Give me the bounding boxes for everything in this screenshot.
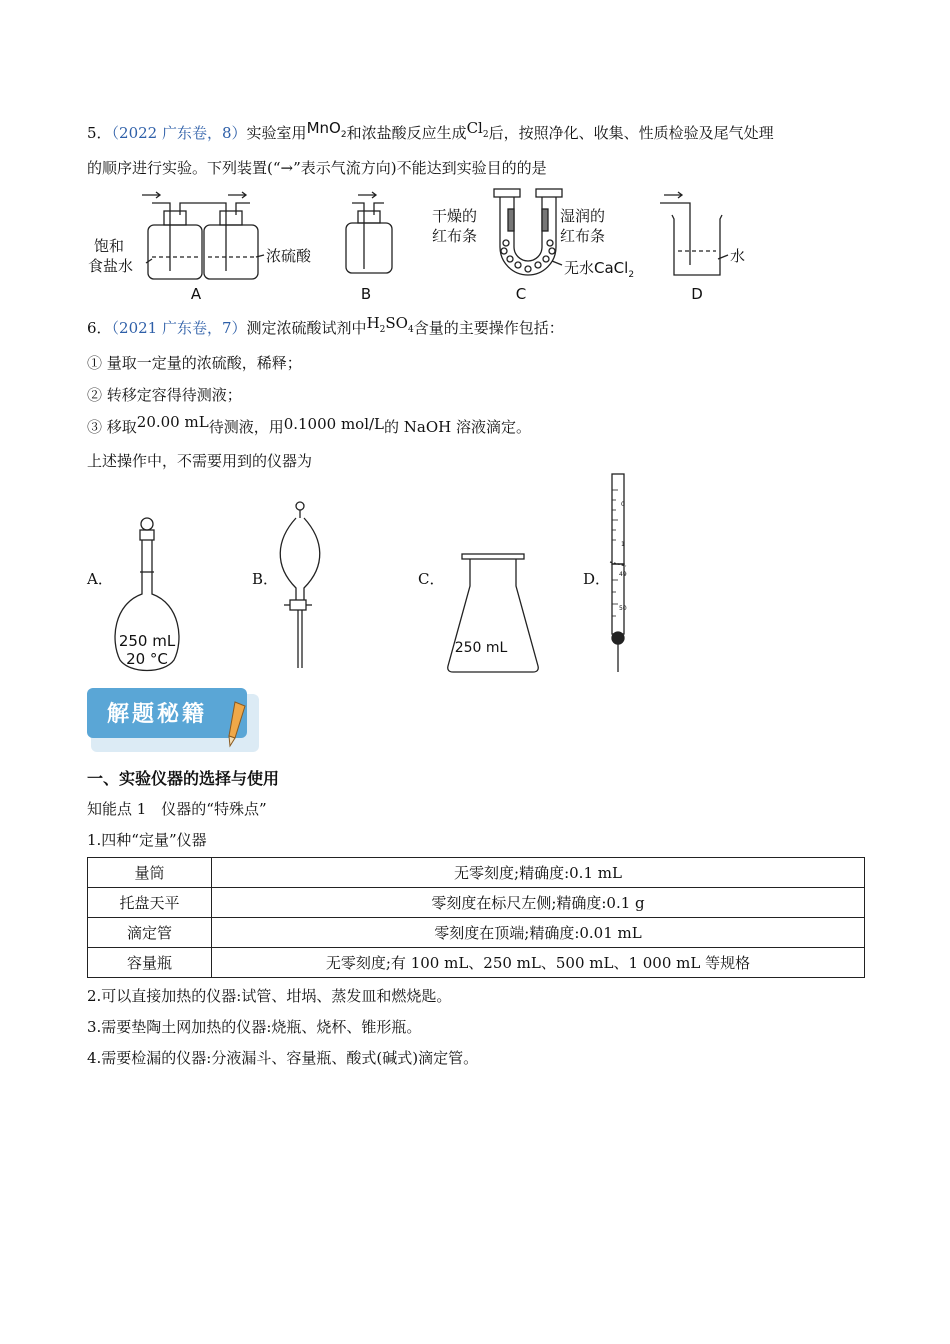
table-row bbox=[88, 918, 865, 948]
label-brine: 食盐水 bbox=[88, 257, 134, 275]
q5-source: （2022 广东卷，8） bbox=[111, 124, 247, 142]
q5-text-2: 和浓盐酸反应生成 bbox=[346, 124, 467, 142]
quantitative-instruments-table bbox=[87, 857, 865, 978]
flask-temp-label: 20 °C bbox=[126, 650, 168, 668]
q6-instrument-figure bbox=[100, 470, 660, 680]
arrow-right-icon bbox=[358, 192, 376, 198]
instrument-desc: 无零刻度;精确度:0.1 mL bbox=[212, 858, 865, 888]
instrument-name: 容量瓶 bbox=[88, 948, 212, 978]
q5-number: 5． bbox=[87, 124, 112, 142]
q6-text-1: 测定浓硫酸试剂中 bbox=[246, 319, 367, 337]
section-title: 一、实验仪器的选择与使用 bbox=[87, 769, 280, 788]
option-a-label: A bbox=[190, 285, 202, 303]
point-3: 3.需要垫陶土网加热的仪器:烧瓶、烧杯、锥形瓶。 bbox=[87, 1018, 422, 1036]
flask-volume-label: 250 mL bbox=[118, 632, 176, 650]
table-row bbox=[88, 858, 865, 888]
label-red-cloth-1: 红布条 bbox=[432, 227, 478, 245]
arrow-right-icon bbox=[664, 192, 682, 198]
q6-line1 bbox=[87, 314, 564, 340]
volume-value: 20.00 mL bbox=[136, 413, 209, 431]
instrument-name: 托盘天平 bbox=[88, 888, 212, 918]
q6-question: 上述操作中，不需要用到的仪器为 bbox=[87, 452, 313, 470]
q6-step-3: ③ 移取20.00 mL待测液，用0.1000 mol/L的 NaOH 溶液滴定。 bbox=[87, 413, 532, 436]
arrow-right-icon bbox=[142, 192, 160, 198]
concentration-value: 0.1000 mol/L bbox=[283, 415, 385, 433]
label-water: 水 bbox=[730, 247, 746, 265]
knowledge-point-1: 知能点 1 仪器的“特殊点” bbox=[87, 800, 267, 818]
option-d-label: D bbox=[691, 285, 703, 303]
table-row bbox=[88, 948, 865, 978]
option-c-label: C bbox=[515, 285, 527, 303]
burette-mark-49: 49 bbox=[619, 571, 627, 578]
point-4: 4.需要检漏的仪器:分液漏斗、容量瓶、酸式(碱式)滴定管。 bbox=[87, 1049, 479, 1067]
q6-text-2: 含量的主要操作包括： bbox=[413, 319, 564, 337]
instrument-desc: 零刻度在标尺左侧;精确度:0.1 g bbox=[212, 888, 865, 918]
label-red-cloth-2: 红布条 bbox=[560, 227, 606, 245]
banner-title: 解题秘籍 bbox=[107, 702, 208, 727]
q5-line1 bbox=[87, 119, 774, 145]
burette-mark-50: 50 bbox=[619, 605, 627, 612]
table-row bbox=[88, 888, 865, 918]
instrument-desc: 无零刻度;有 100 mL、250 mL、500 mL、1 000 mL 等规格 bbox=[212, 948, 865, 978]
instrument-desc: 零刻度在顶端;精确度:0.01 mL bbox=[212, 918, 865, 948]
q5-apparatus-figure bbox=[80, 185, 860, 305]
formula-mno2: MnO$_2$ bbox=[306, 119, 347, 140]
arrow-right-icon bbox=[228, 192, 246, 198]
burette-mark-1: 1 bbox=[621, 541, 625, 548]
q6-option-b: B． bbox=[252, 570, 279, 588]
formula-h2so4: $H_2SO_4$ bbox=[366, 314, 414, 335]
formula-cl2: $Cl_2$ bbox=[466, 119, 489, 140]
q6-option-a: A． bbox=[87, 570, 113, 588]
label-wet: 湿润的 bbox=[560, 207, 606, 225]
q6-number: 6． bbox=[87, 319, 112, 337]
q6-step-1: ① 量取一定量的浓硫酸，稀释； bbox=[87, 354, 302, 372]
instrument-name: 滴定管 bbox=[88, 918, 212, 948]
q6-option-d: D． bbox=[583, 570, 611, 588]
burette-mark-0: 0 bbox=[621, 501, 625, 508]
q5-line2: 的顺序进行实验。下列装置(“→”表示气流方向)不能达到实验目的的是 bbox=[87, 159, 547, 177]
q6-option-c: C． bbox=[418, 570, 445, 588]
separatory-funnel-icon bbox=[280, 502, 320, 668]
label-cacl2: 无水CaCl$_2$ bbox=[564, 259, 635, 280]
point-2: 2.可以直接加热的仪器:试管、坩埚、蒸发皿和燃烧匙。 bbox=[87, 987, 452, 1005]
q5-text-1: 实验室用 bbox=[246, 124, 307, 142]
label-saturated: 饱和 bbox=[94, 237, 125, 255]
label-conc-sulfuric: 浓硫酸 bbox=[266, 247, 312, 265]
tips-banner bbox=[87, 688, 262, 753]
q6-step-2: ② 转移定容得待测液； bbox=[87, 386, 242, 404]
q6-source: （2021 广东卷，7） bbox=[111, 319, 247, 337]
option-b-label: B bbox=[360, 285, 372, 303]
label-dry: 干燥的 bbox=[432, 207, 478, 225]
list-title: 1.四种“定量”仪器 bbox=[87, 831, 207, 849]
q5-text-3: 后，按照净化、收集、性质检验及尾气处理 bbox=[488, 124, 774, 142]
instrument-name: 量筒 bbox=[88, 858, 212, 888]
conical-volume-label: 250 mL bbox=[454, 640, 508, 656]
pencil-icon bbox=[227, 700, 253, 750]
